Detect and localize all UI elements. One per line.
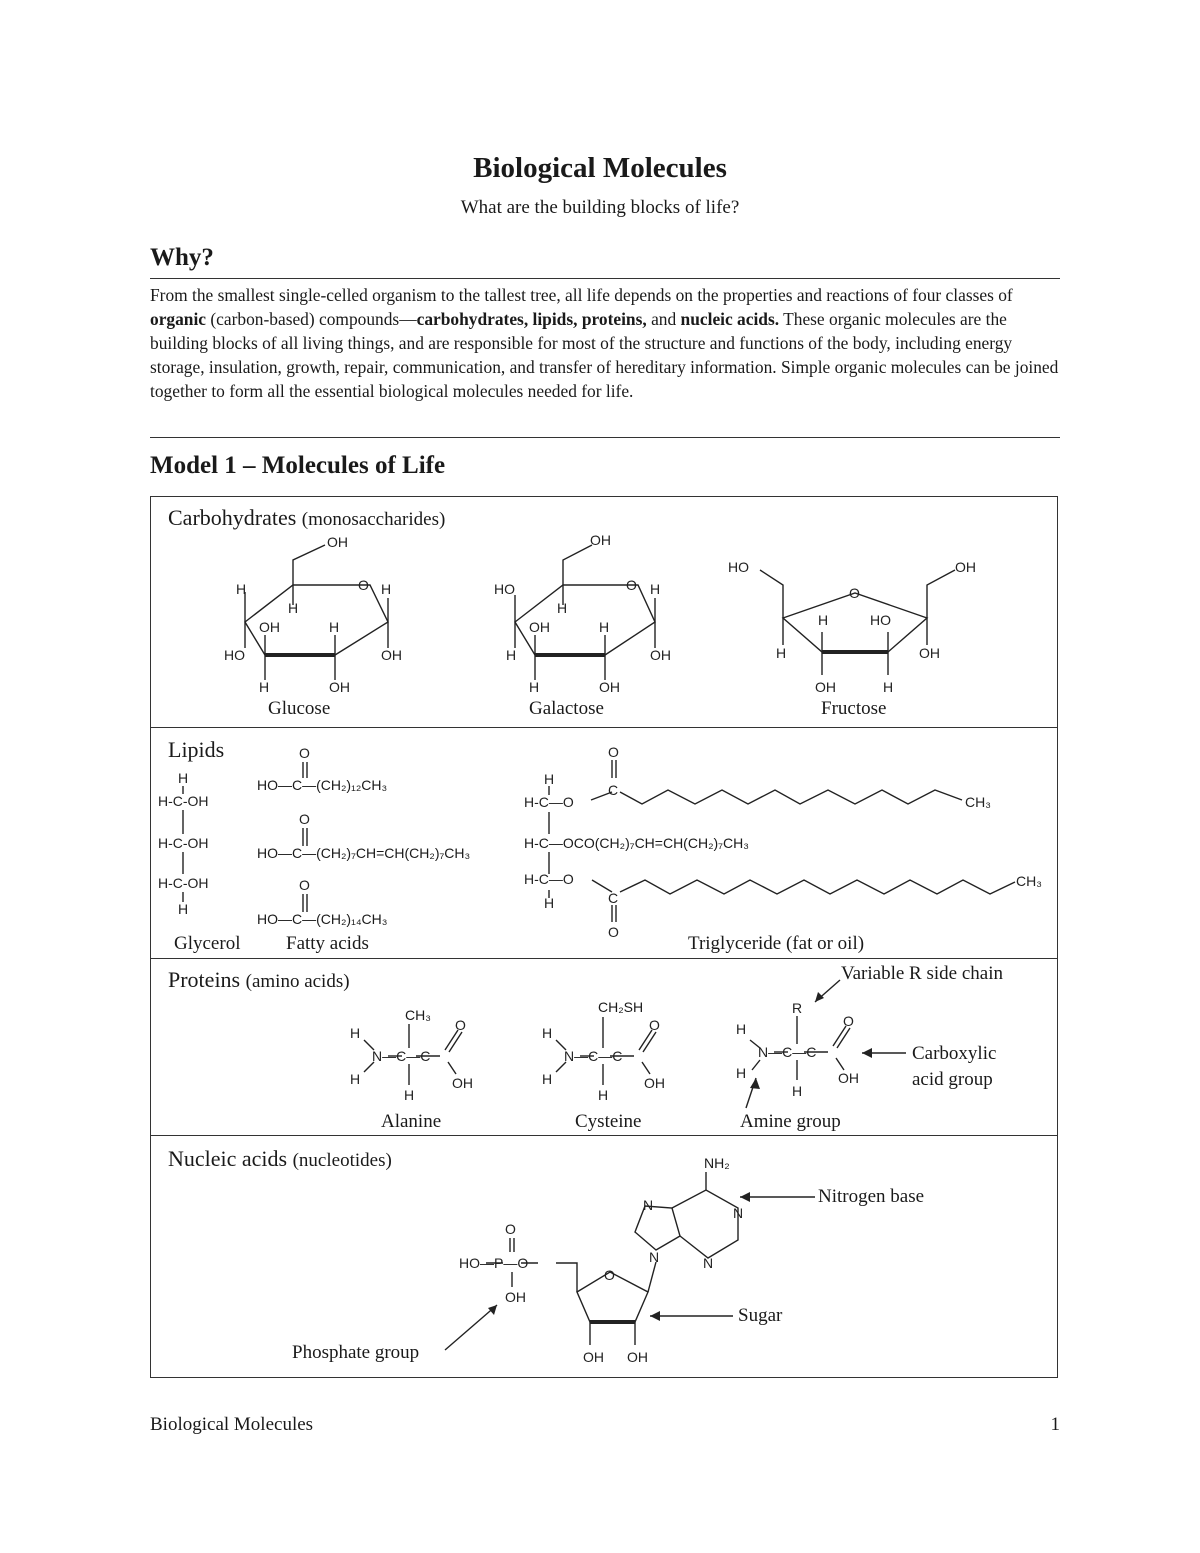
atom-label: O bbox=[299, 745, 310, 761]
atom-label: H bbox=[792, 1083, 803, 1099]
amine-annotation: Amine group bbox=[740, 1111, 841, 1132]
atom-label: OH bbox=[599, 679, 620, 695]
sugar-annotation: Sugar bbox=[738, 1305, 783, 1326]
atom-label: C bbox=[608, 890, 619, 906]
atom-label: O bbox=[505, 1221, 516, 1237]
page-number: 1 bbox=[1050, 1414, 1060, 1435]
atom-label: O bbox=[849, 585, 860, 601]
atom-label: OH bbox=[590, 532, 611, 548]
phosphate-annotation: Phosphate group bbox=[292, 1342, 420, 1363]
atom-label: H bbox=[599, 619, 610, 635]
glycerol-caption: Glycerol bbox=[174, 933, 241, 954]
atom-label: OH bbox=[327, 534, 348, 550]
atom-label: OH bbox=[627, 1349, 648, 1365]
atom-label: H bbox=[598, 1087, 609, 1103]
why-text-segment: organic bbox=[150, 309, 207, 329]
fructose-caption: Fructose bbox=[821, 698, 887, 719]
carboxylic-annotation-line1: Carboxylic bbox=[912, 1043, 997, 1064]
atom-label: O bbox=[649, 1017, 660, 1033]
atom-label: H bbox=[329, 619, 340, 635]
atom-label: OH bbox=[381, 647, 402, 663]
glucose-ring-structure bbox=[245, 545, 388, 680]
triglyceride-caption: Triglyceride (fat or oil) bbox=[688, 933, 865, 954]
fatty-acid-3: HO—C—(CH₂)₁₄CH₃ bbox=[257, 911, 388, 927]
glucose-caption: Glucose bbox=[268, 698, 331, 719]
why-text-segment: nucleic acids. bbox=[680, 309, 780, 329]
lipids-label: Lipids bbox=[168, 737, 225, 762]
atom-label: OH bbox=[583, 1349, 604, 1365]
atom-label: HO bbox=[870, 612, 891, 628]
atom-label: OH bbox=[644, 1075, 665, 1091]
triglyceride-middle-chain: H-C—OCO(CH₂)₇CH=CH(CH₂)₇CH₃ bbox=[524, 835, 749, 851]
atom-label: H-C-OH bbox=[158, 875, 209, 891]
footer-title: Biological Molecules bbox=[150, 1414, 314, 1435]
atom-label: N bbox=[733, 1205, 744, 1221]
atom-label: H-C—O bbox=[524, 794, 574, 810]
atom-label: OH bbox=[529, 619, 550, 635]
atom-label: OH bbox=[919, 645, 940, 661]
atom-label: O bbox=[604, 1267, 615, 1283]
why-text-segment: and bbox=[646, 309, 681, 329]
atom-label: CH₃ bbox=[965, 794, 991, 810]
adenine-amino-group: NH₂ bbox=[704, 1155, 730, 1171]
atom-label: HO bbox=[728, 559, 749, 575]
atom-label: H bbox=[529, 679, 540, 695]
atom-label: H bbox=[736, 1021, 747, 1037]
atom-label: H bbox=[650, 581, 661, 597]
atom-label: CH₃ bbox=[1016, 873, 1042, 889]
alanine-caption: Alanine bbox=[381, 1111, 442, 1132]
proteins-label: Proteins (amino acids) bbox=[168, 967, 350, 992]
atom-label: H bbox=[736, 1065, 747, 1081]
atom-label: O bbox=[608, 924, 619, 940]
atom-label: H bbox=[542, 1025, 553, 1041]
galactose-ring-structure bbox=[515, 545, 655, 680]
atom-label: OH bbox=[815, 679, 836, 695]
atom-label: O bbox=[358, 577, 369, 593]
atom-label: H bbox=[544, 771, 555, 787]
page-subtitle: What are the building blocks of life? bbox=[460, 197, 740, 218]
atom-label: H bbox=[557, 600, 568, 616]
atom-label: H bbox=[544, 895, 555, 911]
nucleic-acids-label: Nucleic acids (nucleotides) bbox=[168, 1146, 392, 1171]
atom-label: O bbox=[299, 877, 310, 893]
atom-label: N—C—C bbox=[758, 1044, 817, 1060]
atom-label: HO bbox=[494, 581, 515, 597]
atom-label: OH bbox=[259, 619, 280, 635]
atom-label: R bbox=[792, 1000, 803, 1016]
atom-label: N bbox=[649, 1249, 660, 1265]
atom-label: H bbox=[776, 645, 787, 661]
page-title: Biological Molecules bbox=[473, 152, 727, 184]
atom-label: H bbox=[350, 1071, 361, 1087]
atom-label: H-C—O bbox=[524, 871, 574, 887]
atom-label: O bbox=[626, 577, 637, 593]
model-heading: Model 1 – Molecules of Life bbox=[150, 452, 446, 479]
atom-label: O bbox=[455, 1017, 466, 1033]
atom-label: H bbox=[818, 612, 829, 628]
cysteine-caption: Cysteine bbox=[575, 1111, 642, 1132]
fatty-acid-2: HO—C—(CH₂)₇CH=CH(CH₂)₇CH₃ bbox=[257, 845, 471, 861]
atom-label: H bbox=[259, 679, 270, 695]
atom-label: HO bbox=[224, 647, 245, 663]
atom-label: OH bbox=[452, 1075, 473, 1091]
atom-label: H bbox=[404, 1087, 415, 1103]
arrowheads bbox=[488, 992, 872, 1321]
why-text-segment: carbohydrates, lipids, proteins, bbox=[416, 309, 647, 329]
atom-label: HO—P—O bbox=[459, 1255, 529, 1271]
atom-label: H bbox=[883, 679, 894, 695]
fatty-acids-caption: Fatty acids bbox=[286, 933, 369, 954]
carbohydrates-label: Carbohydrates (monosaccharides) bbox=[168, 505, 446, 530]
atom-label: O bbox=[843, 1013, 854, 1029]
galactose-caption: Galactose bbox=[529, 698, 604, 719]
atom-label: N—C—C bbox=[372, 1048, 431, 1064]
carboxylic-annotation-line2: acid group bbox=[912, 1069, 993, 1090]
fatty-acid-1: HO—C—(CH₂)₁₂CH₃ bbox=[257, 777, 388, 793]
atom-label: OH bbox=[650, 647, 671, 663]
atom-label: H bbox=[288, 600, 299, 616]
atom-label: H bbox=[178, 901, 189, 917]
why-text-segment: From the smallest single-celled organism to the tallest tree, all life depends on the properties and reactions of four classes of bbox=[150, 285, 1013, 305]
atom-label: OH bbox=[838, 1070, 859, 1086]
why-text-segment: (carbon-based) compounds— bbox=[206, 309, 417, 329]
atom-label: O bbox=[299, 811, 310, 827]
atom-label: N bbox=[703, 1255, 714, 1271]
triglyceride-chains bbox=[549, 760, 1015, 922]
alanine-side-chain: CH₃ bbox=[405, 1007, 431, 1023]
atom-label: O bbox=[608, 744, 619, 760]
why-text-segment: These organic molecules are the building blocks of all living things, and are responsible for most of the structure and functions of the body, including energy storage, insulation, growth, repair, communication, and transfer of hereditary information. Simple organic molecules can be joined together to form all the essential biological molecules needed for life. bbox=[150, 309, 1059, 401]
atom-label: H-C-OH bbox=[158, 835, 209, 851]
why-heading: Why? bbox=[150, 244, 214, 271]
atom-label: OH bbox=[329, 679, 350, 695]
nitrogen-base-annotation: Nitrogen base bbox=[818, 1186, 925, 1207]
cysteine-side-chain: CH₂SH bbox=[598, 999, 644, 1015]
atom-label: H bbox=[506, 647, 517, 663]
atom-label: H bbox=[542, 1071, 553, 1087]
atom-label: OH bbox=[505, 1289, 526, 1305]
atom-label: H-C-OH bbox=[158, 793, 209, 809]
atom-label: H bbox=[236, 581, 247, 597]
atom-label: C bbox=[608, 782, 619, 798]
atom-label: H bbox=[178, 770, 189, 786]
variable-r-annotation: Variable R side chain bbox=[841, 963, 1003, 984]
atom-label: N—C—C bbox=[564, 1048, 623, 1064]
atom-label: H bbox=[381, 581, 392, 597]
atom-label: OH bbox=[955, 559, 976, 575]
atom-label: H bbox=[350, 1025, 361, 1041]
atom-label: N bbox=[643, 1197, 654, 1213]
